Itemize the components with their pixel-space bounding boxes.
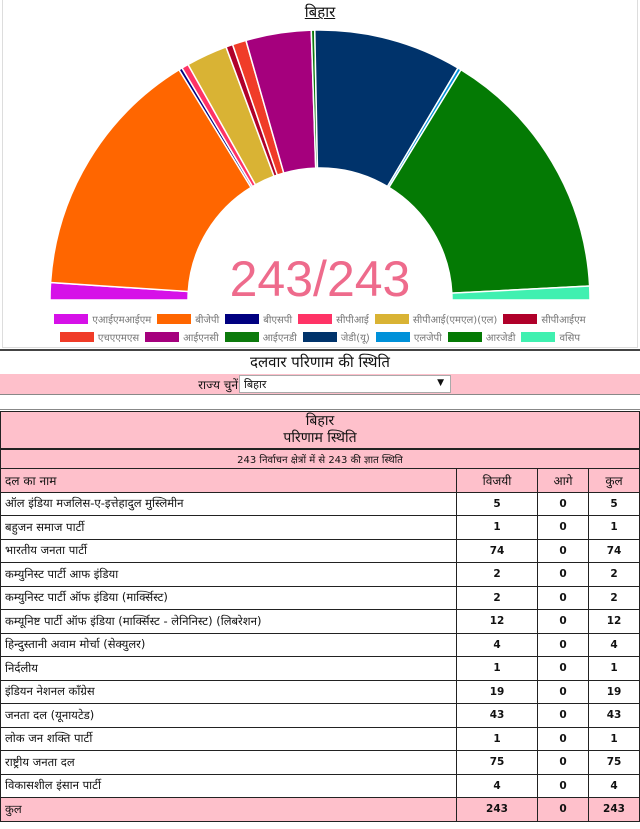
table-state: बिहार [305, 413, 335, 429]
legend-label: सीपीआई [336, 315, 369, 326]
legend-swatch [225, 332, 259, 342]
party-name: कम्युनिस्ट पार्टी आफ इंडिया [1, 563, 457, 587]
seat-count: 2 [457, 586, 538, 610]
party-name: बहुजन समाज पार्टी [1, 516, 457, 540]
legend-item[interactable] [521, 330, 580, 344]
legend-label: सीपीआईएम [541, 315, 586, 326]
state-select-row [0, 374, 640, 394]
table-row [1, 586, 640, 610]
col-won: विजयी [457, 469, 538, 493]
legend-label: एलजेपी [413, 333, 442, 344]
seat-count: 1 [589, 727, 640, 751]
legend-item[interactable] [145, 330, 219, 344]
seat-count: 4 [589, 774, 640, 798]
seat-count: 0 [538, 727, 589, 751]
seat-count: 0 [538, 539, 589, 563]
legend-label: बीएसपी [263, 315, 293, 326]
seat-count: 1 [457, 727, 538, 751]
legend-item[interactable] [376, 330, 442, 344]
legend-swatch [376, 332, 410, 342]
legend-label: एचएएमएस [97, 333, 140, 344]
divider [0, 349, 640, 351]
legend-swatch [303, 332, 337, 342]
legend-item[interactable] [303, 330, 370, 344]
seat-count: 12 [457, 610, 538, 634]
total-count: 243 [589, 798, 640, 822]
table-heading: परिणाम स्थिति [283, 430, 357, 446]
party-name: इंडियन नेशनल काँग्रेस [1, 680, 457, 704]
dropdown-arrow-icon[interactable]: ▼ [437, 378, 444, 388]
legend-swatch [145, 332, 179, 342]
party-name: कम्यूनिष्ट पार्टी ऑफ इंडिया (मार्क्सिस्ट - लेनिनिस्ट) (लिबरेशन) [1, 610, 457, 634]
seat-count: 4 [589, 633, 640, 657]
legend-item[interactable] [448, 330, 516, 344]
legend-swatch [157, 314, 191, 324]
table-row [1, 680, 640, 704]
legend-item[interactable] [298, 312, 369, 326]
table-row [1, 774, 640, 798]
table-row [1, 563, 640, 587]
party-name: कम्युनिस्ट पार्टी ऑफ इंडिया (मार्क्सिस्ट) [1, 586, 457, 610]
seat-count: 1 [589, 657, 640, 681]
chart-legend-row-2 [0, 330, 640, 344]
seat-count: 1 [589, 516, 640, 540]
seat-count: 0 [538, 563, 589, 587]
legend-item[interactable] [60, 330, 139, 344]
legend-item[interactable] [375, 312, 498, 326]
seat-count: 0 [538, 610, 589, 634]
seat-count: 0 [538, 704, 589, 728]
seat-count: 0 [538, 633, 589, 657]
seat-count: 75 [589, 751, 640, 775]
party-name: लोक जन शक्ति पार्टी [1, 727, 457, 751]
legend-label: आरजेडी [485, 333, 516, 344]
results-table [0, 411, 640, 822]
table-row [1, 633, 640, 657]
seat-count: 43 [589, 704, 640, 728]
seat-count: 2 [457, 563, 538, 587]
legend-label: वसिप [559, 333, 581, 344]
seat-count: 74 [457, 539, 538, 563]
seat-count: 0 [538, 492, 589, 516]
legend-label: बीजेपी [195, 315, 220, 326]
seat-count: 5 [589, 492, 640, 516]
seat-count: 0 [538, 774, 589, 798]
total-count: 0 [538, 798, 589, 822]
table-row [1, 704, 640, 728]
table-row [1, 492, 640, 516]
legend-swatch [521, 332, 555, 342]
seat-count: 4 [457, 774, 538, 798]
divider [0, 409, 640, 410]
table-row [1, 727, 640, 751]
legend-label: जेडी(यू) [340, 333, 370, 344]
seat-count-label: 243/243 [229, 251, 411, 307]
party-name: विकासशील इंसान पार्टी [1, 774, 457, 798]
state-select[interactable] [239, 375, 451, 393]
total-count: 243 [457, 798, 538, 822]
seat-count: 0 [538, 680, 589, 704]
seat-count: 1 [457, 657, 538, 681]
state-select-label: राज्य चुनें [198, 378, 238, 392]
col-party: दल का नाम [1, 469, 457, 493]
legend-label: एआईएमआईएम [92, 315, 152, 326]
legend-swatch [225, 314, 259, 324]
table-header-row [1, 469, 640, 493]
chart-legend-row-1 [0, 312, 640, 326]
table-row [1, 539, 640, 563]
seat-count: 74 [589, 539, 640, 563]
seat-count: 0 [538, 657, 589, 681]
table-row [1, 610, 640, 634]
party-name: राष्ट्रीय जनता दल [1, 751, 457, 775]
legend-item[interactable] [157, 312, 219, 326]
section-title: दलवार परिणाम की स्थिति [250, 353, 390, 371]
seat-count: 2 [589, 563, 640, 587]
seat-count: 2 [589, 586, 640, 610]
legend-swatch [54, 314, 88, 324]
party-name: भारतीय जनता पार्टी [1, 539, 457, 563]
legend-label: सीपीआई(एमएल)(एल) [412, 315, 498, 326]
table-row [1, 516, 640, 540]
legend-swatch [448, 332, 482, 342]
seat-count: 1 [457, 516, 538, 540]
col-leading: आगे [538, 469, 589, 493]
chart-title: बिहार [304, 3, 336, 21]
seat-count: 43 [457, 704, 538, 728]
divider [0, 394, 640, 395]
table-row [1, 657, 640, 681]
seat-count: 5 [457, 492, 538, 516]
seat-count: 0 [538, 751, 589, 775]
legend-swatch [60, 332, 94, 342]
seat-count: 0 [538, 586, 589, 610]
col-total: कुल [589, 469, 640, 493]
seat-count: 12 [589, 610, 640, 634]
total-label: कुल [1, 798, 457, 822]
seat-count: 0 [538, 516, 589, 540]
legend-label: आईएनडी [262, 333, 297, 344]
legend-item[interactable] [54, 312, 151, 326]
party-name: हिन्दुस्तानी अवाम मोर्चा (सेक्युलर) [1, 633, 457, 657]
party-name: जनता दल (यूनायटेड) [1, 704, 457, 728]
state-select-value: बिहार [244, 378, 267, 391]
legend-item[interactable] [503, 312, 585, 326]
party-name: निर्दलीय [1, 657, 457, 681]
seat-count: 19 [457, 680, 538, 704]
legend-swatch [298, 314, 332, 324]
legend-label: आईएनसी [183, 333, 219, 344]
table-row [1, 751, 640, 775]
party-name: ऑल इंडिया मजलिस-ए-इत्तेहादुल मुस्लिमीन [1, 492, 457, 516]
legend-item[interactable] [225, 330, 297, 344]
seat-count: 75 [457, 751, 538, 775]
seat-count: 4 [457, 633, 538, 657]
table-subheading: 243 निर्वाचन क्षेत्रों में से 243 की ज्ञात स्थिति [1, 449, 640, 469]
seat-count: 19 [589, 680, 640, 704]
legend-swatch [503, 314, 537, 324]
legend-item[interactable] [225, 312, 292, 326]
total-row [1, 798, 640, 822]
legend-swatch [375, 314, 409, 324]
